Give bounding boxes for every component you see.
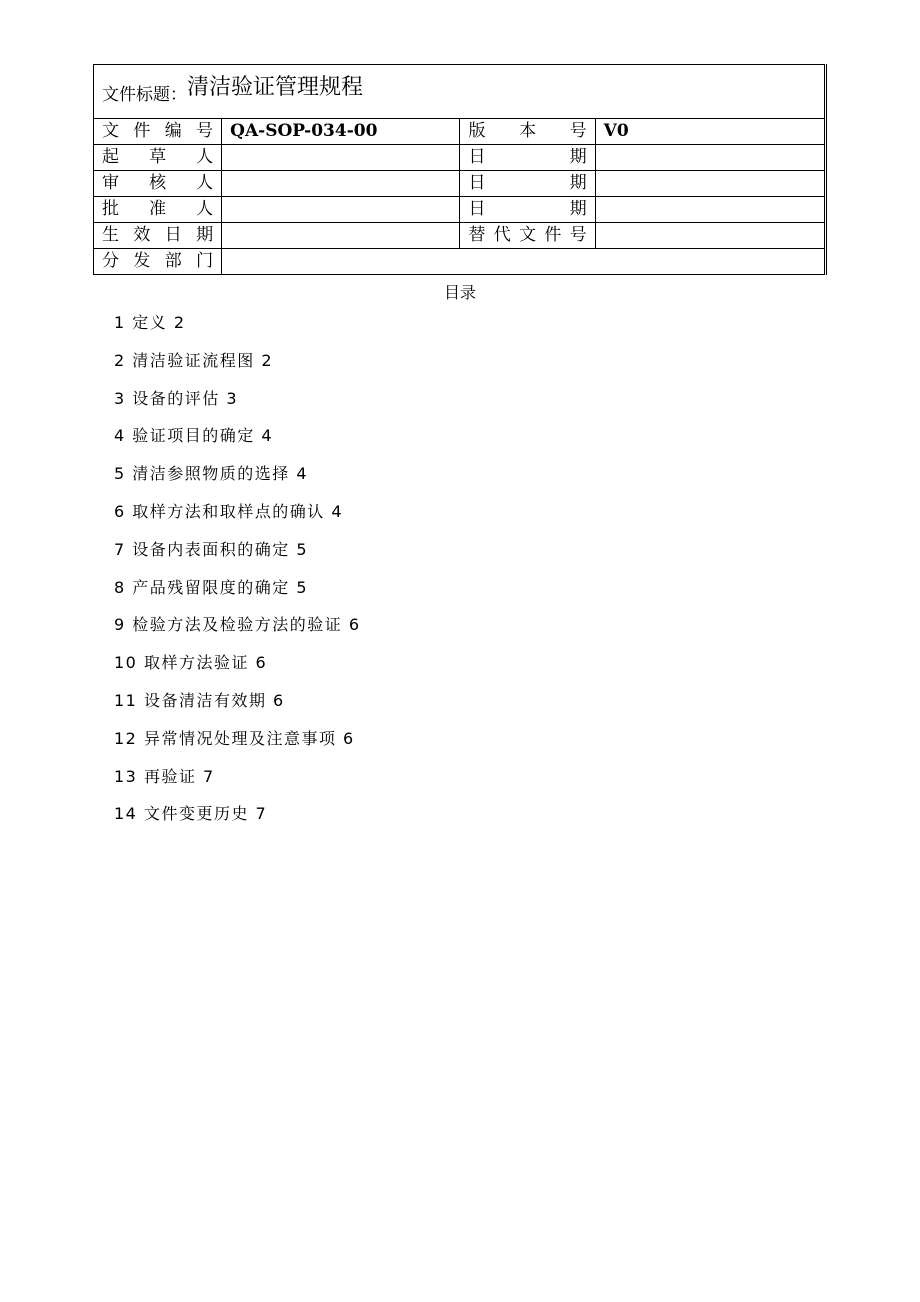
version-value: V0 <box>595 119 825 145</box>
effective-date-value <box>222 223 460 249</box>
toc-item[interactable]: 6 取样方法和取样点的确认 4 <box>114 501 344 521</box>
draft-date-value <box>595 145 825 171</box>
reviewer-label: 审核人 <box>94 171 222 197</box>
toc-heading: 目录 <box>443 283 476 302</box>
review-date-label: 日期 <box>460 171 595 197</box>
toc-item[interactable]: 14 文件变更历史 7 <box>114 804 268 824</box>
toc-item[interactable]: 13 再验证 7 <box>114 766 215 786</box>
doc-number-value: QA-SOP-034-00 <box>222 119 460 145</box>
toc-item[interactable]: 10 取样方法验证 6 <box>114 653 268 673</box>
approver-row <box>94 197 826 223</box>
distribution-value <box>222 249 826 275</box>
effective-date-label: 生效日期 <box>94 223 222 249</box>
review-date-value <box>595 171 825 197</box>
doc-number-row <box>94 119 826 145</box>
version-label: 版本号 <box>460 119 595 145</box>
distribution-row <box>94 249 826 275</box>
toc-item[interactable]: 5 清洁参照物质的选择 4 <box>114 464 309 484</box>
toc-item[interactable]: 1 定义 2 <box>114 313 186 332</box>
drafter-value <box>222 145 460 171</box>
document-header-table <box>93 64 827 275</box>
document-title: 清洁验证管理规程 <box>187 75 364 100</box>
reviewer-row <box>94 171 826 197</box>
approver-label: 批准人 <box>94 197 222 223</box>
effective-date-row <box>94 223 826 249</box>
toc-item[interactable]: 11 设备清洁有效期 6 <box>114 690 285 710</box>
reviewer-value <box>222 171 460 197</box>
title-row <box>94 65 826 119</box>
drafter-label: 起草人 <box>94 145 222 171</box>
toc-item[interactable]: 8 产品残留限度的确定 5 <box>114 577 309 597</box>
title-label: 文件标题： <box>102 85 187 105</box>
approve-date-value <box>595 197 825 223</box>
toc-item[interactable]: 7 设备内表面积的确定 5 <box>114 539 309 559</box>
draft-date-label: 日期 <box>460 145 595 171</box>
toc-item[interactable]: 3 设备的评估 3 <box>114 388 239 408</box>
doc-number-label: 文件编号 <box>94 119 222 145</box>
toc-item[interactable]: 2 清洁验证流程图 2 <box>114 350 274 370</box>
toc-item[interactable]: 4 验证项目的确定 4 <box>114 426 274 446</box>
distribution-label: 分发部门 <box>94 249 222 275</box>
toc-item[interactable]: 12 异常情况处理及注意事项 6 <box>114 728 355 748</box>
approver-value <box>222 197 460 223</box>
drafter-row <box>94 145 826 171</box>
approve-date-label: 日期 <box>460 197 595 223</box>
replaced-doc-value <box>595 223 825 249</box>
replaced-doc-label: 替代文件号 <box>460 223 595 249</box>
title-cell <box>94 65 826 119</box>
toc-item[interactable]: 9 检验方法及检验方法的验证 6 <box>114 615 361 635</box>
toc-list <box>114 310 361 839</box>
